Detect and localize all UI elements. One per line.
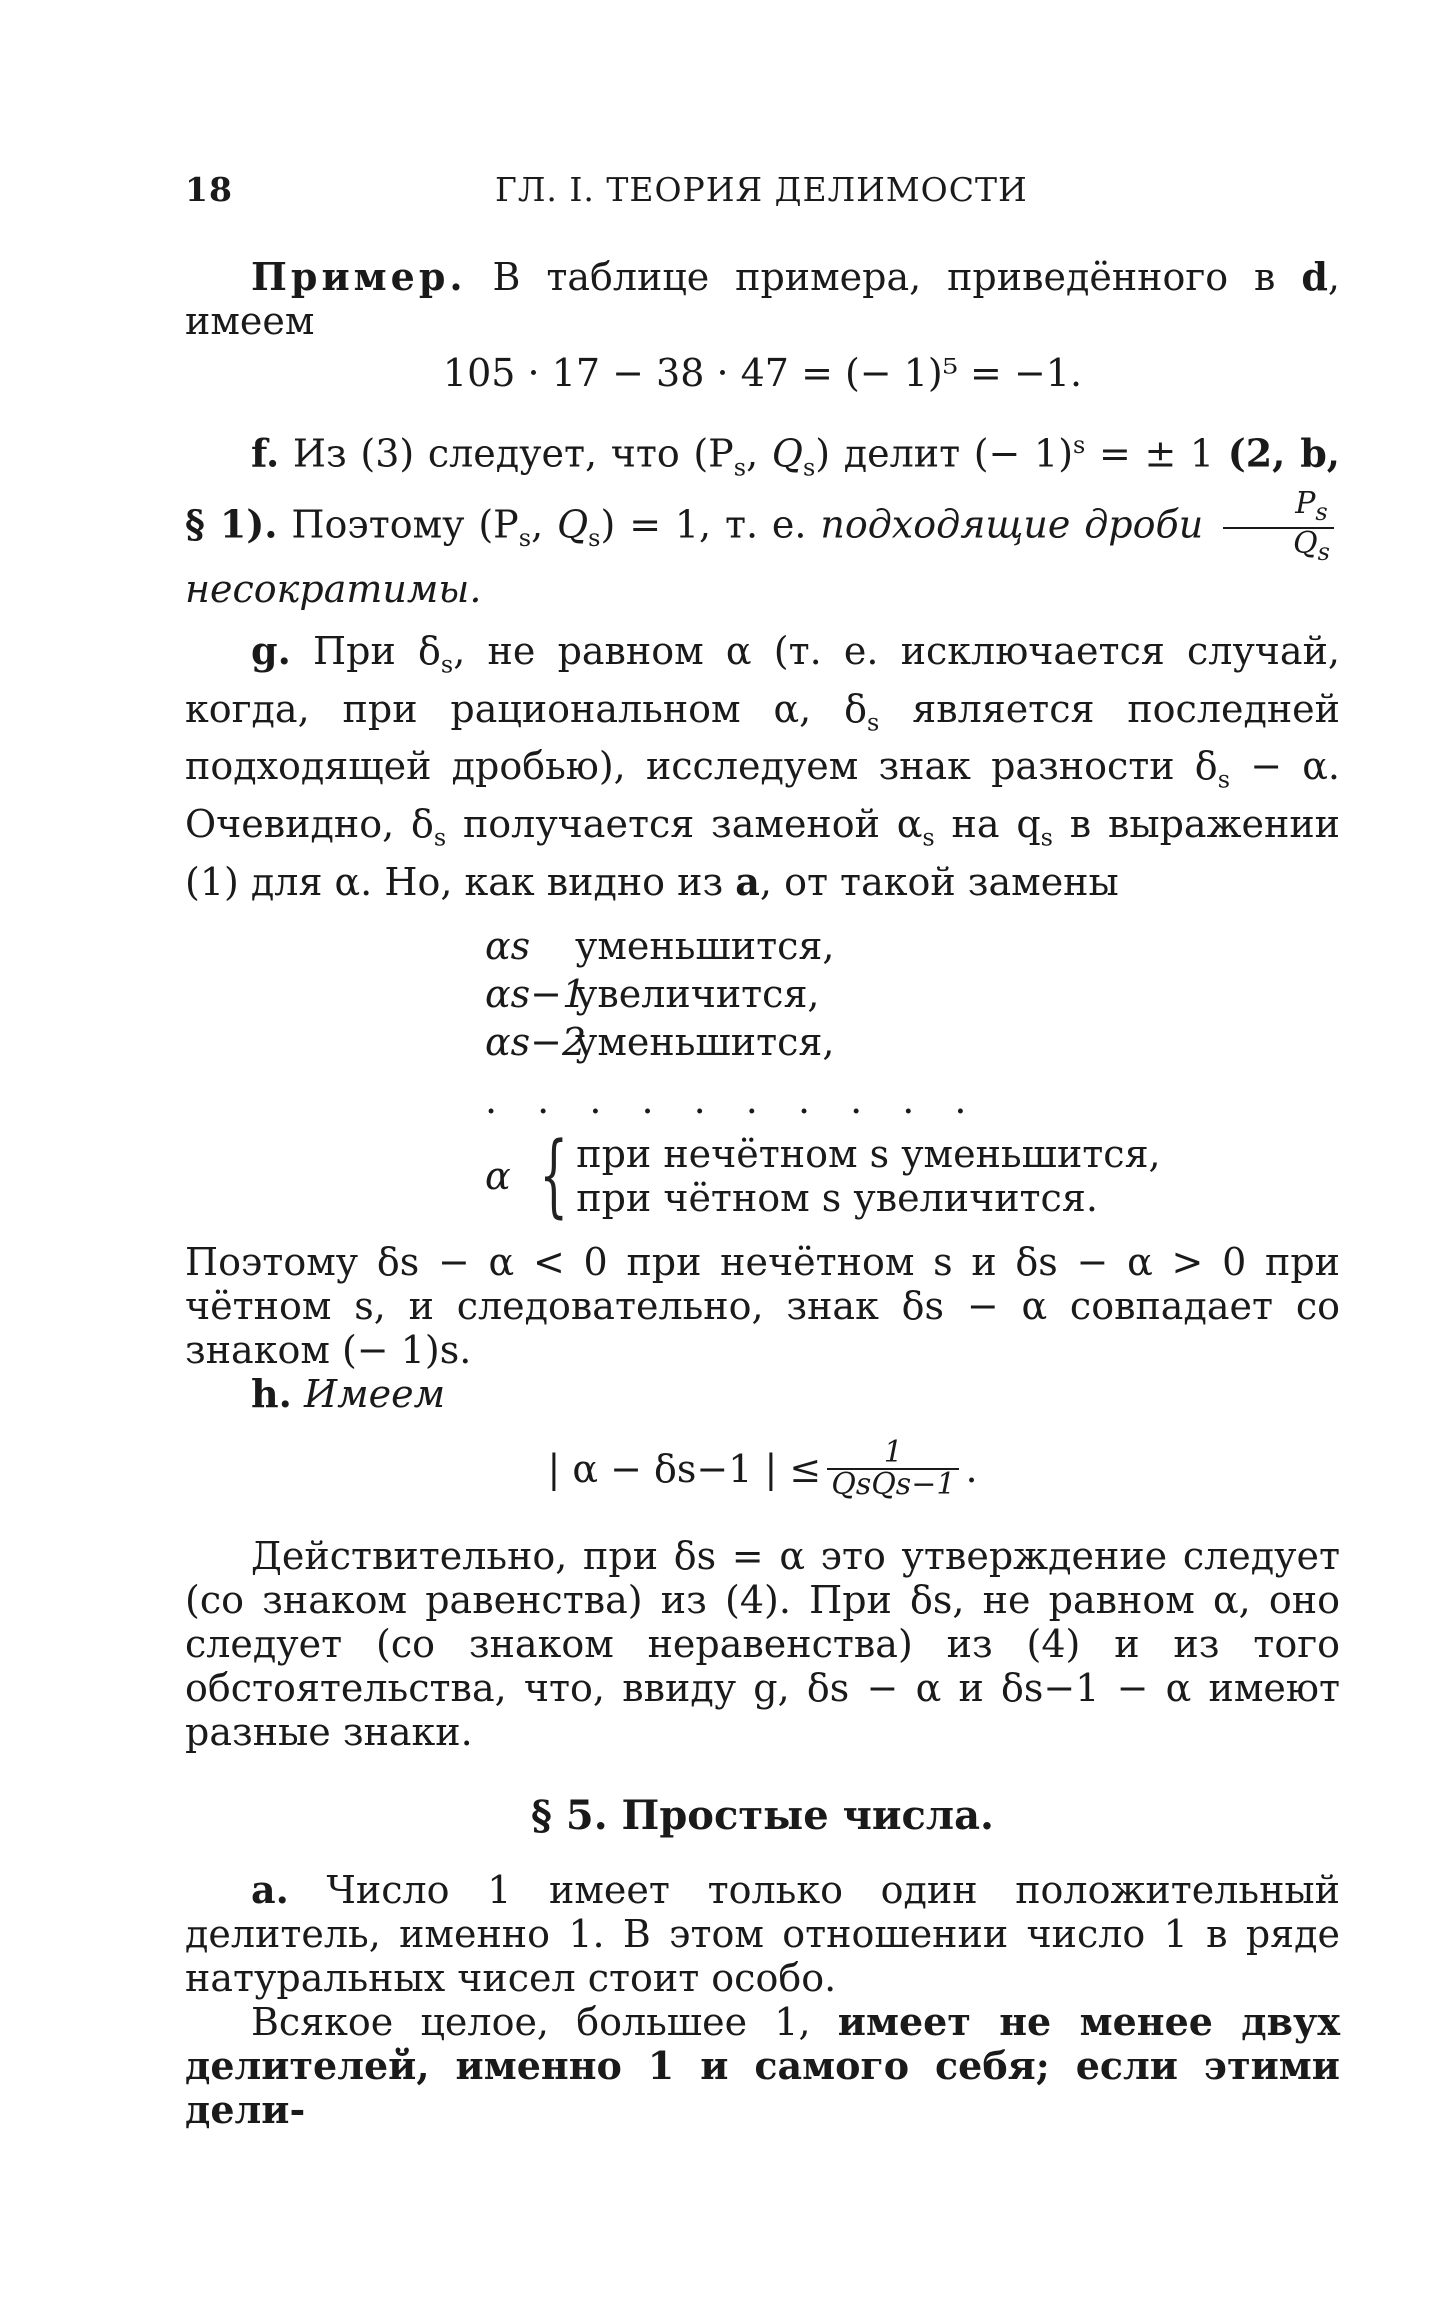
list-text: увеличится, — [575, 971, 820, 1016]
par-g-rest7: , от такой замены — [759, 859, 1119, 904]
ineq-num: 1 — [827, 1438, 959, 1470]
left-brace-icon: { — [539, 1122, 568, 1228]
list-sym: αs — [485, 923, 531, 968]
list-item — [485, 972, 1340, 1020]
list-item — [485, 1020, 1340, 1068]
par-last-bold: имеет не менее двух делителей, именно 1 и самого себя; если этими дели- — [185, 1998, 1340, 2132]
list-text: уменьшится, — [575, 923, 835, 968]
list-item — [485, 924, 1340, 972]
par-f-ref: (2, b, § 1). — [185, 430, 1340, 547]
par-g-rest4: получается заменой α — [462, 802, 923, 847]
par-g-rest3: − α. Очевидно, δ — [185, 744, 1340, 847]
paragraph-g: g. При $\delta_s$, не равном α (т. е. исключается случай, когда, при рациональном α, $\delta_s$ является последней подходящей дробью), исследуем знак разности $\delta_s - \alpha$. Очевидно, $\delta_s$ получается заменой $\alpha_s$ на $q_s$ в выражении (1) для α. Но, как видно из a, от такой замены — [185, 628, 1340, 904]
example-text: В таблице примера, приведённого в — [492, 255, 1276, 299]
par-f-italic: подходящие дроби — [820, 502, 1204, 547]
fraction-p-over-q: $\frac{P_s}{Q_s}$ — [1223, 489, 1334, 567]
example-formula: 105 · 17 − 38 · 47 = (− 1)⁵ = −1. — [442, 351, 1083, 395]
ineq-end: . — [965, 1446, 978, 1491]
ineq-fraction — [827, 1434, 959, 1502]
paragraph-f: f. Из (3) следует, что ($P_s$, $Q_s$) делит (− 1)$^s$ = ± 1 (2, b, § 1). Поэтому ($P_s$, $Q_s) = 1$, т. е. подходящие дроби $\frac{P_s}{Q_s}$ несократимы. — [185, 430, 1340, 612]
brace-symbol: α — [485, 1153, 511, 1198]
example-paragraph — [185, 255, 1340, 343]
list-sym: αs−1 — [485, 971, 587, 1016]
par-f-italic2: несократимы. — [185, 567, 482, 612]
par-h-label: h. — [251, 1370, 292, 1416]
par-g-rest6: в выражении (1) для α. Но, как видно из — [185, 802, 1340, 904]
paragraph-a — [185, 1868, 1340, 2000]
par-f-text4: Поэтому (P — [291, 502, 519, 547]
brace-cases — [485, 1122, 1340, 1228]
brace-line-1: при нечётном s уменьшится, — [576, 1131, 1161, 1176]
par-g-rest2: является последней подходящей дробью), исследуем знак разности δ — [185, 686, 1340, 789]
paragraph-h — [185, 1372, 1340, 1416]
par-a-text: Число 1 имеет только один положительный делитель, именно 1. В этом отношении число 1 в ряде натуральных чисел стоит особо. — [185, 1867, 1340, 2000]
frac-num: P — [1295, 486, 1316, 522]
par-f-text3: = ± 1 — [1099, 431, 1215, 476]
list-sym: αs−2 — [485, 1019, 587, 1064]
example-label: Пример. — [251, 254, 467, 299]
paragraph-actually: Действительно, при δs = α это утверждение следует (со знаком равенства) из (4). При δs, не равном α, оно следует (со знаком неравенства) из (4) и из того обстоятельства, что, ввиду g, δs − α и δs−1 − α имеют разные знаки. — [185, 1533, 1340, 1754]
page-number: 18 — [185, 170, 233, 209]
example-tail: , имеем — [185, 255, 1340, 343]
brace-line-2: при чётном s увеличится. — [576, 1175, 1098, 1220]
ineq-den: QsQs−1 — [831, 1466, 956, 1502]
par-g-text: При δ — [313, 629, 441, 674]
example-ref: d — [1301, 254, 1328, 299]
par-f-text: Из (3) следует, что (P — [292, 431, 734, 476]
par-a-label: a. — [251, 1866, 289, 1912]
par-last-normal: Всякое целое, большее 1, — [251, 1999, 811, 2044]
paragraph-therefore: Поэтому δs − α < 0 при нечётном s и δs − α > 0 при чётном s, и следовательно, знак δs − α совпадает со знаком (− 1)s. — [185, 1239, 1340, 1372]
par-g-rest5: на q — [951, 802, 1041, 847]
frac-den: Q — [1293, 526, 1318, 562]
par-g-rest: , не равном α (т. е. исключается случай, когда, при рациональном α, δ — [185, 629, 1340, 731]
alpha-list — [485, 924, 1340, 1068]
page-body — [185, 255, 1340, 2132]
chapter-title: ГЛ. I. ТЕОРИЯ ДЕЛИМОСТИ — [495, 170, 1028, 209]
par-f-text2: делит (− 1) — [843, 431, 1074, 476]
par-g-ref: a — [735, 858, 760, 904]
par-h-italic: Имеем — [303, 1371, 446, 1416]
ellipsis-dots: . . . . . . . . . . — [485, 1077, 981, 1122]
par-f-label: f. — [251, 430, 280, 476]
list-text: уменьшится, — [575, 1019, 835, 1064]
paragraph-last — [185, 2000, 1340, 2132]
inequality-formula — [185, 1434, 1340, 1502]
par-f-text5: = 1, т. е. — [629, 502, 807, 547]
ineq-lhs: | α − δs−1 | ≤ — [547, 1446, 822, 1491]
par-g-label: g. — [251, 628, 291, 674]
section-title: § 5. Простые числа. — [531, 1791, 994, 1839]
running-head — [185, 170, 1337, 220]
